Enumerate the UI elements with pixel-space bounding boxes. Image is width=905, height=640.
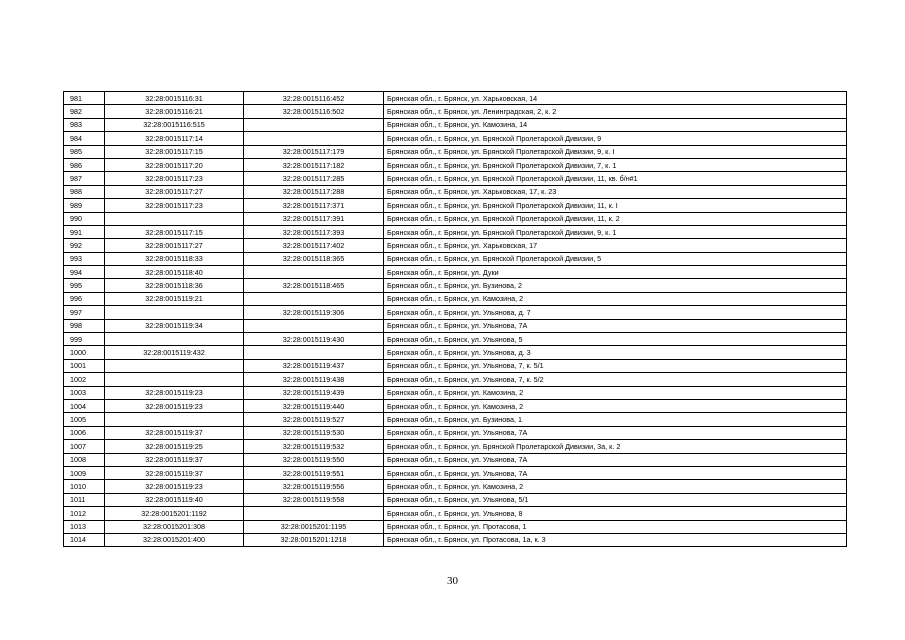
object-cadastral-number-cell: [244, 118, 384, 131]
table-row: [64, 319, 847, 332]
table-row: [64, 279, 847, 292]
address-cell: Брянская обл., г. Брянск, ул. Протасова, 1а, к. 3: [384, 533, 847, 546]
address-cell: Брянская обл., г. Брянск, ул. Харьковская, 17, к. 23: [384, 185, 847, 198]
table-row: [64, 426, 847, 439]
cadastral-number-cell: [105, 413, 244, 426]
address-cell: Брянская обл., г. Брянск, ул. Ульянова, д. 3: [384, 346, 847, 359]
object-cadastral-number-cell: 32:28:0015119:440: [244, 399, 384, 412]
address-cell: Брянская обл., г. Брянск, ул. Харьковская, 17: [384, 239, 847, 252]
row-number-cell: 1004: [64, 399, 105, 412]
cadastral-number-cell: 32:28:0015117:27: [105, 185, 244, 198]
row-number-cell: 985: [64, 145, 105, 158]
object-cadastral-number-cell: 32:28:0015119:550: [244, 453, 384, 466]
object-cadastral-number-cell: 32:28:0015119:530: [244, 426, 384, 439]
cadastral-number-cell: 32:28:0015118:36: [105, 279, 244, 292]
address-cell: Брянская обл., г. Брянск, ул. Ульянова, 5: [384, 333, 847, 346]
table-row: [64, 132, 847, 145]
table-row: [64, 373, 847, 386]
table-row: [64, 158, 847, 171]
table-row: [64, 266, 847, 279]
object-cadastral-number-cell: 32:28:0015119:430: [244, 333, 384, 346]
cadastral-number-cell: 32:28:0015117:15: [105, 145, 244, 158]
row-number-cell: 982: [64, 105, 105, 118]
address-cell: Брянская обл., г. Брянск, ул. Протасова, 1: [384, 520, 847, 533]
object-cadastral-number-cell: 32:28:0015117:393: [244, 225, 384, 238]
object-cadastral-number-cell: 32:28:0015119:437: [244, 359, 384, 372]
object-cadastral-number-cell: 32:28:0015119:306: [244, 306, 384, 319]
table-row: [64, 239, 847, 252]
row-number-cell: 984: [64, 132, 105, 145]
cadastral-number-cell: 32:28:0015119:37: [105, 426, 244, 439]
address-cell: Брянская обл., г. Брянск, ул. Ульянова, 5/1: [384, 493, 847, 506]
address-cell: Брянская обл., г. Брянск, ул. Камозина, 2: [384, 386, 847, 399]
row-number-cell: 995: [64, 279, 105, 292]
object-cadastral-number-cell: 32:28:0015119:556: [244, 480, 384, 493]
table-row: [64, 359, 847, 372]
table-row: [64, 453, 847, 466]
page-number: 30: [447, 575, 458, 587]
address-cell: Брянская обл., г. Брянск, ул. Камозина, 2: [384, 399, 847, 412]
table-row: [64, 399, 847, 412]
address-cell: Брянская обл., г. Брянск, ул. Ульянова, 7А: [384, 426, 847, 439]
address-cell: Брянская обл., г. Брянск, ул. Ульянова, 7А: [384, 466, 847, 479]
cadastral-number-cell: 32:28:0015119:432: [105, 346, 244, 359]
table-row: [64, 386, 847, 399]
address-cell: Брянская обл., г. Брянск, ул. Ульянова, 8: [384, 507, 847, 520]
address-cell: Брянская обл., г. Брянск, ул. Ленинградская, 2, к. 2: [384, 105, 847, 118]
row-number-cell: 989: [64, 199, 105, 212]
table-row: [64, 507, 847, 520]
row-number-cell: 996: [64, 292, 105, 305]
address-cell: Брянская обл., г. Брянск, ул. Ульянова, 7, к. 5/1: [384, 359, 847, 372]
table-row: [64, 118, 847, 131]
row-number-cell: 994: [64, 266, 105, 279]
cadastral-number-cell: 32:28:0015119:21: [105, 292, 244, 305]
address-cell: Брянская обл., г. Брянск, ул. Ульянова, 7, к. 5/2: [384, 373, 847, 386]
table-row: [64, 199, 847, 212]
table-row: [64, 306, 847, 319]
object-cadastral-number-cell: 32:28:0015116:502: [244, 105, 384, 118]
row-number-cell: 1007: [64, 440, 105, 453]
table-row: [64, 440, 847, 453]
address-cell: Брянская обл., г. Брянск, ул. Ульянова, 7А: [384, 319, 847, 332]
object-cadastral-number-cell: [244, 507, 384, 520]
object-cadastral-number-cell: 32:28:0015117:371: [244, 199, 384, 212]
address-cell: Брянская обл., г. Брянск, ул. Брянской Пролетарской Дивизии, 5: [384, 252, 847, 265]
cadastral-table: [63, 91, 847, 547]
row-number-cell: 1009: [64, 466, 105, 479]
cadastral-number-cell: 32:28:0015117:14: [105, 132, 244, 145]
row-number-cell: 1005: [64, 413, 105, 426]
object-cadastral-number-cell: 32:28:0015201:1195: [244, 520, 384, 533]
table-row: [64, 520, 847, 533]
row-number-cell: 1000: [64, 346, 105, 359]
table-row: [64, 413, 847, 426]
table-row: [64, 346, 847, 359]
cadastral-number-cell: 32:28:0015119:23: [105, 480, 244, 493]
table-row: [64, 493, 847, 506]
cadastral-number-cell: 32:28:0015201:308: [105, 520, 244, 533]
address-cell: Брянская обл., г. Брянск, ул. Камозина, 14: [384, 118, 847, 131]
object-cadastral-number-cell: 32:28:0015119:438: [244, 373, 384, 386]
object-cadastral-number-cell: [244, 266, 384, 279]
cadastral-number-cell: 32:28:0015116:21: [105, 105, 244, 118]
address-cell: Брянская обл., г. Брянск, ул. Брянской Пролетарской Дивизии, 9, к. 1: [384, 225, 847, 238]
cadastral-number-cell: 32:28:0015117:23: [105, 199, 244, 212]
row-number-cell: 1012: [64, 507, 105, 520]
table-row: [64, 225, 847, 238]
cadastral-number-cell: 32:28:0015201:400: [105, 533, 244, 546]
object-cadastral-number-cell: 32:28:0015117:285: [244, 172, 384, 185]
row-number-cell: 986: [64, 158, 105, 171]
table-row: [64, 185, 847, 198]
table-row: [64, 92, 847, 105]
row-number-cell: 981: [64, 92, 105, 105]
object-cadastral-number-cell: 32:28:0015119:439: [244, 386, 384, 399]
row-number-cell: 998: [64, 319, 105, 332]
address-cell: Брянская обл., г. Брянск, ул. Дуки: [384, 266, 847, 279]
object-cadastral-number-cell: 32:28:0015119:532: [244, 440, 384, 453]
address-cell: Брянская обл., г. Брянск, ул. Ульянова, д. 7: [384, 306, 847, 319]
row-number-cell: 1008: [64, 453, 105, 466]
address-cell: Брянская обл., г. Брянск, ул. Брянской Пролетарской Дивизии, 9, к. I: [384, 145, 847, 158]
row-number-cell: 1001: [64, 359, 105, 372]
object-cadastral-number-cell: 32:28:0015118:465: [244, 279, 384, 292]
address-cell: Брянская обл., г. Брянск, ул. Брянской Пролетарской Дивизии, 3а, к. 2: [384, 440, 847, 453]
cadastral-number-cell: 32:28:0015119:25: [105, 440, 244, 453]
object-cadastral-number-cell: 32:28:0015117:402: [244, 239, 384, 252]
object-cadastral-number-cell: 32:28:0015117:179: [244, 145, 384, 158]
row-number-cell: 991: [64, 225, 105, 238]
object-cadastral-number-cell: 32:28:0015116:452: [244, 92, 384, 105]
table-row: [64, 212, 847, 225]
table-row: [64, 172, 847, 185]
row-number-cell: 987: [64, 172, 105, 185]
cadastral-number-cell: 32:28:0015201:1192: [105, 507, 244, 520]
table-row: [64, 292, 847, 305]
cadastral-number-cell: 32:28:0015117:23: [105, 172, 244, 185]
row-number-cell: 988: [64, 185, 105, 198]
address-cell: Брянская обл., г. Брянск, ул. Брянской Пролетарской Дивизии, 11, кв. б/н#1: [384, 172, 847, 185]
row-number-cell: 1002: [64, 373, 105, 386]
object-cadastral-number-cell: 32:28:0015117:391: [244, 212, 384, 225]
address-cell: Брянская обл., г. Брянск, ул. Брянской Пролетарской Дивизии, 9: [384, 132, 847, 145]
object-cadastral-number-cell: [244, 292, 384, 305]
row-number-cell: 999: [64, 333, 105, 346]
address-cell: Брянская обл., г. Брянск, ул. Харьковская, 14: [384, 92, 847, 105]
table-row: [64, 145, 847, 158]
row-number-cell: 990: [64, 212, 105, 225]
row-number-cell: 983: [64, 118, 105, 131]
object-cadastral-number-cell: 32:28:0015119:558: [244, 493, 384, 506]
object-cadastral-number-cell: 32:28:0015119:527: [244, 413, 384, 426]
row-number-cell: 1011: [64, 493, 105, 506]
table-row: [64, 480, 847, 493]
address-cell: Брянская обл., г. Брянск, ул. Ульянова, 7А: [384, 453, 847, 466]
row-number-cell: 1010: [64, 480, 105, 493]
cadastral-number-cell: [105, 333, 244, 346]
object-cadastral-number-cell: [244, 319, 384, 332]
cadastral-number-cell: 32:28:0015117:15: [105, 225, 244, 238]
cadastral-number-cell: 32:28:0015119:34: [105, 319, 244, 332]
row-number-cell: 992: [64, 239, 105, 252]
address-cell: Брянская обл., г. Брянск, ул. Камозина, 2: [384, 292, 847, 305]
cadastral-number-cell: 32:28:0015118:40: [105, 266, 244, 279]
row-number-cell: 1003: [64, 386, 105, 399]
cadastral-table-body: [64, 92, 847, 547]
row-number-cell: 1014: [64, 533, 105, 546]
table-row: [64, 533, 847, 546]
object-cadastral-number-cell: 32:28:0015117:182: [244, 158, 384, 171]
cadastral-number-cell: 32:28:0015119:40: [105, 493, 244, 506]
address-cell: Брянская обл., г. Брянск, ул. Бузинова, 1: [384, 413, 847, 426]
address-cell: Брянская обл., г. Брянск, ул. Брянской Пролетарской Дивизии, 7, к. 1: [384, 158, 847, 171]
cadastral-number-cell: [105, 359, 244, 372]
address-cell: Брянская обл., г. Брянск, ул. Брянской Пролетарской Дивизии, 11, к. 2: [384, 212, 847, 225]
cadastral-number-cell: 32:28:0015117:27: [105, 239, 244, 252]
object-cadastral-number-cell: 32:28:0015118:365: [244, 252, 384, 265]
cadastral-number-cell: 32:28:0015119:37: [105, 453, 244, 466]
row-number-cell: 997: [64, 306, 105, 319]
cadastral-number-cell: 32:28:0015119:23: [105, 399, 244, 412]
cadastral-number-cell: 32:28:0015119:37: [105, 466, 244, 479]
row-number-cell: 993: [64, 252, 105, 265]
cadastral-number-cell: [105, 306, 244, 319]
cadastral-number-cell: 32:28:0015116:515: [105, 118, 244, 131]
table-row: [64, 252, 847, 265]
row-number-cell: 1006: [64, 426, 105, 439]
cadastral-number-cell: 32:28:0015116:31: [105, 92, 244, 105]
address-cell: Брянская обл., г. Брянск, ул. Брянской Пролетарской Дивизии, 11, к. I: [384, 199, 847, 212]
cadastral-number-cell: 32:28:0015118:33: [105, 252, 244, 265]
cadastral-number-cell: [105, 373, 244, 386]
cadastral-number-cell: 32:28:0015119:23: [105, 386, 244, 399]
cadastral-number-cell: [105, 212, 244, 225]
object-cadastral-number-cell: [244, 346, 384, 359]
table-row: [64, 105, 847, 118]
object-cadastral-number-cell: [244, 132, 384, 145]
object-cadastral-number-cell: 32:28:0015119:551: [244, 466, 384, 479]
address-cell: Брянская обл., г. Брянск, ул. Бузинова, 2: [384, 279, 847, 292]
table-row: [64, 466, 847, 479]
row-number-cell: 1013: [64, 520, 105, 533]
object-cadastral-number-cell: 32:28:0015201:1218: [244, 533, 384, 546]
cadastral-number-cell: 32:28:0015117:20: [105, 158, 244, 171]
address-cell: Брянская обл., г. Брянск, ул. Камозина, 2: [384, 480, 847, 493]
object-cadastral-number-cell: 32:28:0015117:288: [244, 185, 384, 198]
table-row: [64, 333, 847, 346]
